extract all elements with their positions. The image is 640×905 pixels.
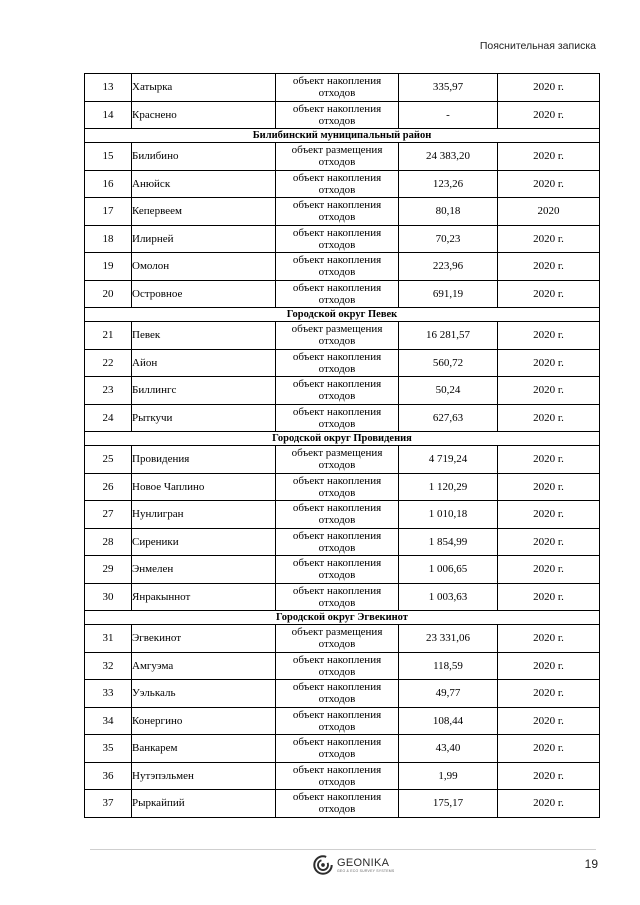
table-row [85, 225, 600, 253]
cell-type: объект накопления отходов [276, 74, 399, 102]
cell-name: Амгуэма [132, 652, 276, 680]
table-row [85, 790, 600, 818]
page-number: 19 [584, 857, 598, 871]
cell-num: 17 [85, 198, 132, 226]
cell-type: объект накопления отходов [276, 528, 399, 556]
cell-value: 16 281,57 [399, 322, 498, 350]
cell-year: 2020 г. [498, 652, 600, 680]
cell-year: 2020 г. [498, 707, 600, 735]
cell-num: 18 [85, 225, 132, 253]
table-row [85, 762, 600, 790]
table-row [85, 735, 600, 763]
cell-name: Янракыннот [132, 583, 276, 611]
cell-value: 118,59 [399, 652, 498, 680]
cell-value: 175,17 [399, 790, 498, 818]
cell-value: 70,23 [399, 225, 498, 253]
logo-tagline: GEO & ECO SURVEY SYSTEMS [337, 868, 395, 873]
cell-value: - [399, 101, 498, 129]
cell-type: объект размещения отходов [276, 143, 399, 171]
cell-year: 2020 г. [498, 556, 600, 584]
cell-type: объект накопления отходов [276, 198, 399, 226]
cell-value: 50,24 [399, 377, 498, 405]
table-row [85, 501, 600, 529]
cell-name: Айон [132, 349, 276, 377]
cell-name: Омолон [132, 253, 276, 281]
table-row [85, 143, 600, 171]
section-title: Билибинский муниципальный район [85, 129, 600, 143]
cell-type: объект накопления отходов [276, 349, 399, 377]
table-body [85, 74, 600, 818]
cell-year: 2020 г. [498, 349, 600, 377]
table-row [85, 707, 600, 735]
cell-name: Эгвекинот [132, 625, 276, 653]
table-row [85, 198, 600, 226]
cell-value: 49,77 [399, 680, 498, 708]
cell-num: 16 [85, 170, 132, 198]
cell-num: 23 [85, 377, 132, 405]
cell-type: объект накопления отходов [276, 280, 399, 308]
cell-value: 1,99 [399, 762, 498, 790]
cell-type: объект размещения отходов [276, 625, 399, 653]
cell-type: объект накопления отходов [276, 680, 399, 708]
cell-num: 31 [85, 625, 132, 653]
footer-divider [90, 849, 596, 850]
waste-facilities-table [84, 73, 600, 818]
cell-num: 22 [85, 349, 132, 377]
cell-num: 24 [85, 404, 132, 432]
cell-year: 2020 г. [498, 501, 600, 529]
cell-type: объект размещения отходов [276, 446, 399, 474]
cell-value: 43,40 [399, 735, 498, 763]
cell-year: 2020 г. [498, 377, 600, 405]
cell-name: Рыткучи [132, 404, 276, 432]
cell-value: 24 383,20 [399, 143, 498, 171]
cell-num: 30 [85, 583, 132, 611]
cell-num: 32 [85, 652, 132, 680]
cell-value: 223,96 [399, 253, 498, 281]
section-header-row [85, 308, 600, 322]
cell-year: 2020 г. [498, 446, 600, 474]
cell-num: 21 [85, 322, 132, 350]
cell-year: 2020 г. [498, 225, 600, 253]
cell-type: объект накопления отходов [276, 556, 399, 584]
cell-type: объект накопления отходов [276, 377, 399, 405]
cell-num: 20 [85, 280, 132, 308]
cell-num: 28 [85, 528, 132, 556]
cell-name: Певек [132, 322, 276, 350]
table-row [85, 322, 600, 350]
cell-type: объект накопления отходов [276, 253, 399, 281]
cell-year: 2020 г. [498, 404, 600, 432]
table-row [85, 556, 600, 584]
cell-value: 627,63 [399, 404, 498, 432]
cell-num: 37 [85, 790, 132, 818]
cell-year: 2020 г. [498, 253, 600, 281]
cell-name: Новое Чаплино [132, 473, 276, 501]
cell-type: объект накопления отходов [276, 707, 399, 735]
cell-type: объект размещения отходов [276, 322, 399, 350]
cell-name: Энмелен [132, 556, 276, 584]
cell-type: объект накопления отходов [276, 735, 399, 763]
section-title: Городской округ Певек [85, 308, 600, 322]
cell-type: объект накопления отходов [276, 404, 399, 432]
cell-name: Ванкарем [132, 735, 276, 763]
cell-name: Биллингс [132, 377, 276, 405]
cell-num: 29 [85, 556, 132, 584]
cell-num: 36 [85, 762, 132, 790]
cell-name: Хатырка [132, 74, 276, 102]
section-header-row [85, 129, 600, 143]
cell-name: Сиреники [132, 528, 276, 556]
cell-year: 2020 г. [498, 473, 600, 501]
cell-num: 19 [85, 253, 132, 281]
table-row [85, 404, 600, 432]
table-row [85, 446, 600, 474]
cell-num: 35 [85, 735, 132, 763]
cell-name: Уэлькаль [132, 680, 276, 708]
cell-value: 1 006,65 [399, 556, 498, 584]
cell-name: Анюйск [132, 170, 276, 198]
geonika-spiral-icon [312, 854, 334, 876]
cell-type: объект накопления отходов [276, 473, 399, 501]
table-row [85, 625, 600, 653]
table-row [85, 377, 600, 405]
cell-year: 2020 г. [498, 322, 600, 350]
cell-name: Илирней [132, 225, 276, 253]
cell-name: Кепервеем [132, 198, 276, 226]
cell-year: 2020 г. [498, 735, 600, 763]
cell-num: 15 [85, 143, 132, 171]
cell-value: 1 003,63 [399, 583, 498, 611]
cell-name: Островное [132, 280, 276, 308]
cell-name: Нутэпэльмен [132, 762, 276, 790]
cell-year: 2020 г. [498, 101, 600, 129]
cell-value: 23 331,06 [399, 625, 498, 653]
table-row [85, 680, 600, 708]
table-row [85, 349, 600, 377]
cell-type: объект накопления отходов [276, 170, 399, 198]
cell-name: Провидения [132, 446, 276, 474]
table-row [85, 170, 600, 198]
cell-num: 25 [85, 446, 132, 474]
cell-year: 2020 [498, 198, 600, 226]
cell-year: 2020 г. [498, 528, 600, 556]
cell-num: 14 [85, 101, 132, 129]
cell-value: 108,44 [399, 707, 498, 735]
cell-value: 1 010,18 [399, 501, 498, 529]
cell-type: объект накопления отходов [276, 583, 399, 611]
cell-num: 33 [85, 680, 132, 708]
cell-year: 2020 г. [498, 280, 600, 308]
cell-value: 335,97 [399, 74, 498, 102]
table-row [85, 74, 600, 102]
table-row [85, 101, 600, 129]
section-title: Городской округ Провидения [85, 432, 600, 446]
cell-type: объект накопления отходов [276, 790, 399, 818]
section-header-row [85, 611, 600, 625]
cell-value: 1 120,29 [399, 473, 498, 501]
cell-value: 80,18 [399, 198, 498, 226]
cell-value: 691,19 [399, 280, 498, 308]
section-title: Городской округ Эгвекинот [85, 611, 600, 625]
cell-year: 2020 г. [498, 74, 600, 102]
cell-year: 2020 г. [498, 790, 600, 818]
cell-value: 560,72 [399, 349, 498, 377]
cell-name: Билибино [132, 143, 276, 171]
cell-type: объект накопления отходов [276, 501, 399, 529]
table-row [85, 583, 600, 611]
cell-value: 4 719,24 [399, 446, 498, 474]
cell-year: 2020 г. [498, 625, 600, 653]
cell-num: 34 [85, 707, 132, 735]
cell-type: объект накопления отходов [276, 652, 399, 680]
cell-value: 1 854,99 [399, 528, 498, 556]
table-row [85, 473, 600, 501]
table-row [85, 253, 600, 281]
cell-year: 2020 г. [498, 762, 600, 790]
cell-type: объект накопления отходов [276, 101, 399, 129]
cell-year: 2020 г. [498, 680, 600, 708]
section-header-row [85, 432, 600, 446]
table-row [85, 528, 600, 556]
cell-num: 26 [85, 473, 132, 501]
cell-year: 2020 г. [498, 583, 600, 611]
cell-name: Конергино [132, 707, 276, 735]
cell-name: Краснено [132, 101, 276, 129]
table-row [85, 652, 600, 680]
document-header-title: Пояснительная записка [479, 40, 596, 52]
cell-num: 13 [85, 74, 132, 102]
cell-name: Рыркайпий [132, 790, 276, 818]
cell-year: 2020 г. [498, 170, 600, 198]
cell-value: 123,26 [399, 170, 498, 198]
logo-name: GEONIKA [337, 856, 390, 869]
table-row [85, 280, 600, 308]
cell-type: объект накопления отходов [276, 225, 399, 253]
geonika-logo [312, 854, 394, 876]
cell-year: 2020 г. [498, 143, 600, 171]
cell-name: Нунлигран [132, 501, 276, 529]
cell-num: 27 [85, 501, 132, 529]
cell-type: объект накопления отходов [276, 762, 399, 790]
